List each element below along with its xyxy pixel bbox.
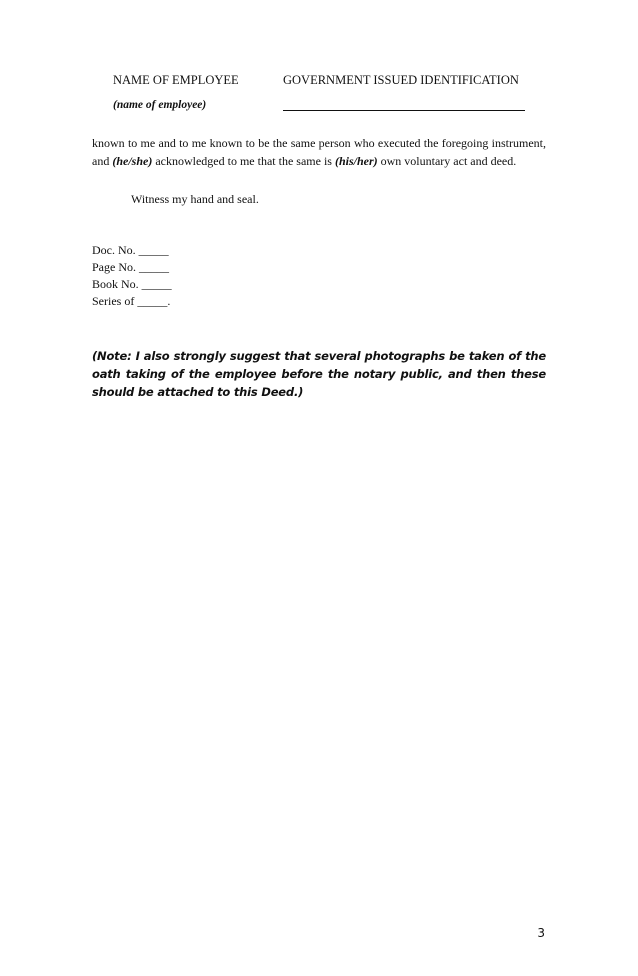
witness-line: Witness my hand and seal. <box>131 192 259 206</box>
doc-number: Doc. No. _____ <box>92 243 169 257</box>
pronoun-his-her: (his/her) <box>334 154 378 168</box>
paragraph-text-2: acknowledged to me that the same is <box>152 154 335 168</box>
pronoun-he-she: (he/she) <box>112 154 153 168</box>
book-number: Book No. _____ <box>92 277 172 291</box>
page-number-field: Page No. _____ <box>92 260 169 274</box>
government-id-signature-line <box>283 99 525 114</box>
paragraph-text-1: known to me and to me known to be the same person who executed the foregoing instrument, and <box>92 136 546 168</box>
author-note: (Note: I also strongly suggest that several photographs be taken of the oath taking of the employee before the notary public, and then these should be attached to this Deed.) <box>92 349 546 399</box>
page-number: 3 <box>537 926 545 940</box>
series-year: Series of _____. <box>92 294 171 308</box>
employee-name-placeholder: (name of employee) <box>113 99 207 111</box>
employee-name-header: NAME OF EMPLOYEE <box>113 73 239 87</box>
government-id-header: GOVERNMENT ISSUED IDENTIFICATION <box>283 73 519 87</box>
paragraph-text-3: own voluntary act and deed. <box>377 154 517 168</box>
notarial-register-info <box>92 242 172 310</box>
acknowledgment-paragraph <box>92 134 546 170</box>
